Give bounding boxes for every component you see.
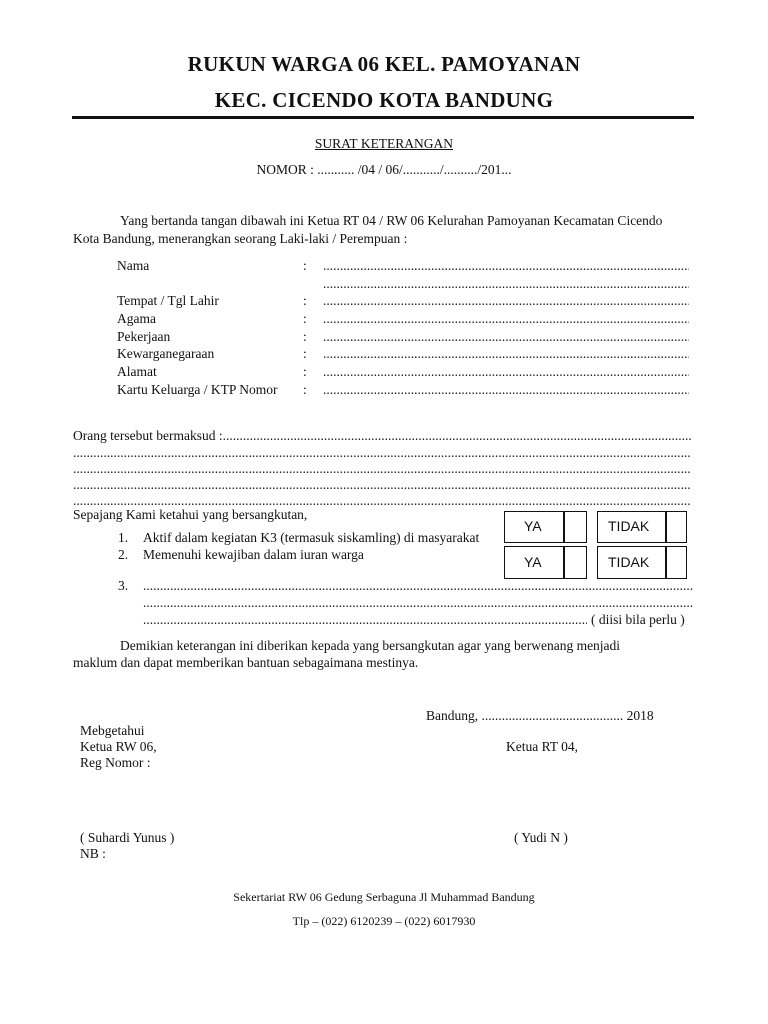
field-blank-kewarganegaraan[interactable] — [323, 346, 689, 362]
signatory-left-name: ( Suhardi Yunus ) — [80, 830, 175, 845]
purpose-label: Orang tersebut bermaksud : — [73, 428, 223, 443]
yes-checkbox[interactable] — [564, 546, 587, 579]
no-label: TIDAK — [608, 554, 650, 570]
field-blank-kartu-keluarga[interactable] — [323, 382, 689, 398]
knowledge-item-number: 3. — [118, 578, 129, 593]
field-colon: : — [303, 258, 307, 273]
knowledge-item-text: Aktif dalam kegiatan K3 (termasuk siskamling) di masyarakat — [143, 530, 480, 545]
purpose-blank-line[interactable] — [73, 445, 691, 461]
yes-checkbox[interactable] — [564, 511, 587, 543]
footer-phone: Tlp – (022) 6120239 – (022) 6017930 — [292, 914, 476, 928]
place-date: Bandung, .......................................... 2018 — [426, 708, 654, 723]
item3-blank-line[interactable] — [143, 612, 587, 628]
closing-line-1: Demikian keterangan ini diberikan kepada yang bersangkutan agar yang berwenang menjadi — [120, 638, 621, 653]
field-colon: : — [303, 293, 307, 308]
letterhead-line-2: KEC. CICENDO KOTA BANDUNG — [214, 88, 554, 112]
signature-left-line-3: Reg Nomor : — [80, 755, 151, 770]
document-title: SURAT KETERANGAN — [314, 136, 454, 151]
field-blank-nama[interactable] — [323, 258, 689, 274]
signatory-right-name: ( Yudi N ) — [514, 830, 568, 845]
field-label-tempat-tgl-lahir: Tempat / Tgl Lahir — [117, 293, 219, 308]
no-checkbox[interactable] — [666, 511, 687, 543]
field-label-kewarganegaraan: Kewarganegaraan — [117, 346, 215, 361]
header-divider — [72, 116, 694, 119]
knowledge-item-number: 1. — [118, 530, 129, 545]
footer-address: Sekertariat RW 06 Gedung Serbaguna Jl Muhammad Bandung — [233, 890, 535, 904]
purpose-blank[interactable] — [223, 428, 691, 443]
item3-note: ( diisi bila perlu ) — [591, 612, 685, 627]
field-blank-nama-continued[interactable] — [323, 276, 689, 292]
field-colon: : — [303, 364, 307, 379]
item3-blank-line[interactable] — [143, 578, 693, 594]
field-colon: : — [303, 311, 307, 326]
field-blank-pekerjaan[interactable] — [323, 329, 689, 345]
nb-label: NB : — [80, 846, 106, 861]
field-colon: : — [303, 382, 307, 397]
closing-line-2: maklum dan dapat memberikan bantuan sebagaimana mestinya. — [73, 655, 419, 670]
signature-left-line-2: Ketua RW 06, — [80, 739, 157, 754]
yes-label: YA — [524, 554, 542, 570]
field-label-alamat: Alamat — [117, 364, 157, 379]
signature-left-line-1: Mebgetahui — [80, 723, 145, 738]
field-label-agama: Agama — [117, 311, 156, 326]
purpose-blank-line[interactable] — [73, 477, 691, 493]
knowledge-item-text: Memenuhi kewajiban dalam iuran warga — [143, 547, 364, 562]
field-blank-alamat[interactable] — [323, 364, 689, 380]
document-number: NOMOR : ........... /04 / 06/.........../........../201... — [256, 162, 512, 177]
signature-right-title: Ketua RT 04, — [506, 739, 579, 754]
intro-line-2: Kota Bandung, menerangkan seorang Laki-laki / Perempuan : — [73, 231, 408, 246]
intro-line-1: Yang bertanda tangan dibawah ini Ketua RT 04 / RW 06 Kelurahan Pamoyanan Kecamatan Cicendo — [120, 213, 663, 228]
field-blank-agama[interactable] — [323, 311, 689, 327]
knowledge-intro: Sepajang Kami ketahui yang bersangkutan, — [73, 507, 308, 522]
purpose-blank-line[interactable] — [73, 461, 691, 477]
field-blank-tempat-tgl-lahir[interactable] — [323, 293, 689, 309]
purpose-row — [73, 428, 691, 444]
no-checkbox[interactable] — [666, 546, 687, 579]
field-label-nama: Nama — [117, 258, 150, 273]
field-colon: : — [303, 329, 307, 344]
no-label: TIDAK — [608, 518, 650, 534]
field-colon: : — [303, 346, 307, 361]
field-label-pekerjaan: Pekerjaan — [117, 329, 171, 344]
item3-blank-line[interactable] — [143, 595, 693, 611]
letterhead-line-1: RUKUN WARGA 06 KEL. PAMOYANAN — [187, 52, 581, 76]
yes-label: YA — [524, 518, 542, 534]
field-label-kartu-keluarga: Kartu Keluarga / KTP Nomor — [117, 382, 278, 397]
knowledge-item-number: 2. — [118, 547, 129, 562]
